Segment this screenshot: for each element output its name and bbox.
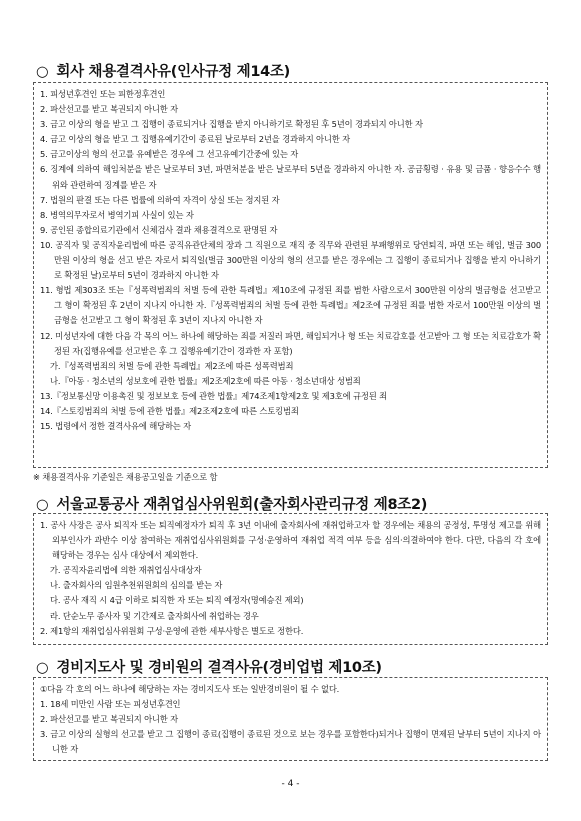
- list-item: 11. 형법 제303조 또는『성폭력범죄의 처벌 등에 관한 특례법』제10조에 규정된 죄를 범한 사람으로서 300만원 이상의 벌금형을 선고받고 그 형이 확정된 후 2년이 지나지 아니한 자.『성폭력범죄의 처벌 등에 관한 특례법』제2조에 규정된 죄를 범한 자로서 100만원 이상의 벌금형을 선고받고 그 형이 확정된 후 3년이 지나지 아니한 자: [40, 285, 541, 326]
- list-item: 1. 공사 사장은 공사 퇴직자 또는 퇴직예정자가 퇴직 후 3년 이내에 출자회사에 재취업하고자 할 경우에는 채용의 공정성, 투명성 제고를 위해 외부인사가 과반수 이상 참여하는 재취업심사위원회를 구성·운영하여 재취업 적격 여부 등을 심의·의결하여야 한다. 다만, 다음의 각 호에 해당하는 경우는 심사 대상에서 제외한다.: [40, 520, 541, 561]
- list-item: 14.『스토킹범죄의 처벌 등에 관한 법률』제2조제2호에 따른 스토킹범죄: [40, 405, 299, 416]
- section-1-heading: ○ 회사 채용결격사유(인사규정 제14조): [36, 64, 290, 80]
- note-text: ※ 채용결격사유 기준일은 채용공고일을 기준으로 함: [33, 472, 218, 482]
- section-3-heading: ○ 경비지도사 및 경비원의 결격사유(경비업법 제10조): [36, 660, 382, 676]
- section-3-box: [33, 677, 548, 761]
- list-item: 9. 공인된 종합의료기관에서 신체검사 결과 채용결격으로 판명된 자: [40, 224, 278, 235]
- section-1-box: [33, 82, 548, 468]
- list-item: 3. 금고 이상의 실형의 선고를 받고 그 집행이 종료(집행이 종료된 것으로 보는 경우를 포함한다)되거나 집행이 면제된 날부터 5년이 지나지 아니한 자: [40, 729, 541, 755]
- list-item: 1. 18세 미만인 사람 또는 피성년후견인: [40, 699, 181, 710]
- list-item: 13.『정보통신망 이용촉진 및 정보보호 등에 관한 법률』제74조제1항제2호 및 제3호에 규정된 죄: [40, 390, 387, 401]
- list-item: 3. 금고 이상의 형을 받고 그 집행이 종료되거나 집행을 받지 아니하기로 확정된 후 5년이 경과되지 아니한 자: [40, 119, 423, 130]
- circle-bullet-icon: ○: [36, 497, 49, 513]
- list-item: 15. 법령에서 정한 결격사유에 해당하는 자: [40, 421, 192, 432]
- list-item: 10. 공직자 및 공직자윤리법에 따른 공직유관단체의 장과 그 직원으로 재직 중 직무와 관련된 부패행위로 당연퇴직, 파면 또는 해임, 벌금 300만원 이상의 형을 선고 받은 자로서 퇴직일(벌금 300만원 이상의 형의 선고를 받은 경우에는 그 집행이 종료되거나 집행을 받지 아니하기로 확정된 날)로부터 5년이 경과하지 아니한 자: [40, 239, 541, 281]
- section-2-heading: ○ 서울교통공사 재취업심사위원회(출자회사관리규정 제8조2): [36, 497, 428, 513]
- sub-list-item: 다. 공사 재직 시 4급 이하로 퇴직한 자 또는 퇴직 예정자(명예승진 제외): [50, 595, 304, 606]
- list-item: 4. 금고 이상의 형을 받고 그 집행유예기간이 종료된 날로부터 2년을 경과하지 아니한 자: [40, 134, 350, 145]
- page-number: - 4 -: [281, 779, 300, 789]
- list-item: 12. 미성년자에 대한 다음 각 목의 어느 하나에 해당하는 죄를 저질러 파면, 해임되거나 형 또는 치료감호를 선고받아 그 형 또는 치료감호가 확정된 자(집행유예를 선고받은 후 그 집행유예기간이 경과한 자 포함): [40, 330, 541, 356]
- sub-list-item: 가. 공직자윤리법에 의한 재취업심사대상자: [50, 565, 202, 576]
- circle-bullet-icon: ○: [36, 660, 49, 676]
- list-item: 8. 병역의무자로서 병역기피 사실이 있는 자: [40, 209, 194, 220]
- intro-text: ①다음 각 호의 어느 하나에 해당하는 자는 경비지도사 또는 일반경비원이 될 수 없다.: [40, 684, 340, 694]
- list-item: 5. 금고이상의 형의 선고를 유예받은 경우에 그 선고유예기간중에 있는 자: [40, 149, 299, 160]
- list-item: 6. 징계에 의하여 해임처분을 받은 날로부터 3년, 파면처분을 받은 날로부터 5년을 경과하지 아니한 자. 공금횡령 · 유용 및 금품 · 향응수수 행위와 관련하여 징계를 받은 자: [40, 164, 541, 190]
- sub-list-item: 가.『성폭력범죄의 처벌 등에 관한 특례법』제2조에 따른 성폭력범죄: [50, 360, 294, 371]
- list-item: 2. 파산선고를 받고 복권되지 아니한 자: [40, 714, 179, 725]
- circle-bullet-icon: ○: [36, 64, 49, 80]
- list-item: 2. 제1항의 재취업심사위원회 구성·운영에 관한 세부사항은 별도로 정한다.: [40, 625, 304, 636]
- sub-list-item: 나. 출자회사의 임원추천위원회의 심의를 받는 자: [50, 580, 223, 591]
- section-2-box: [33, 513, 548, 645]
- list-item: 1. 피성년후견인 또는 피한정후견인: [40, 89, 166, 99]
- list-item: 2. 파산선고를 받고 복권되지 아니한 자: [40, 104, 179, 115]
- list-item: 7. 법원의 판결 또는 다른 법률에 의하여 자격이 상실 또는 정지된 자: [40, 194, 280, 205]
- sub-list-item: 나.『아동 · 청소년의 성보호에 관한 법률』제2조제2호에 따른 아동 · 청소년대상 성범죄: [50, 375, 361, 386]
- sub-list-item: 라. 단순노무 종사자 및 기간제로 출자회사에 취업하는 경우: [50, 610, 259, 621]
